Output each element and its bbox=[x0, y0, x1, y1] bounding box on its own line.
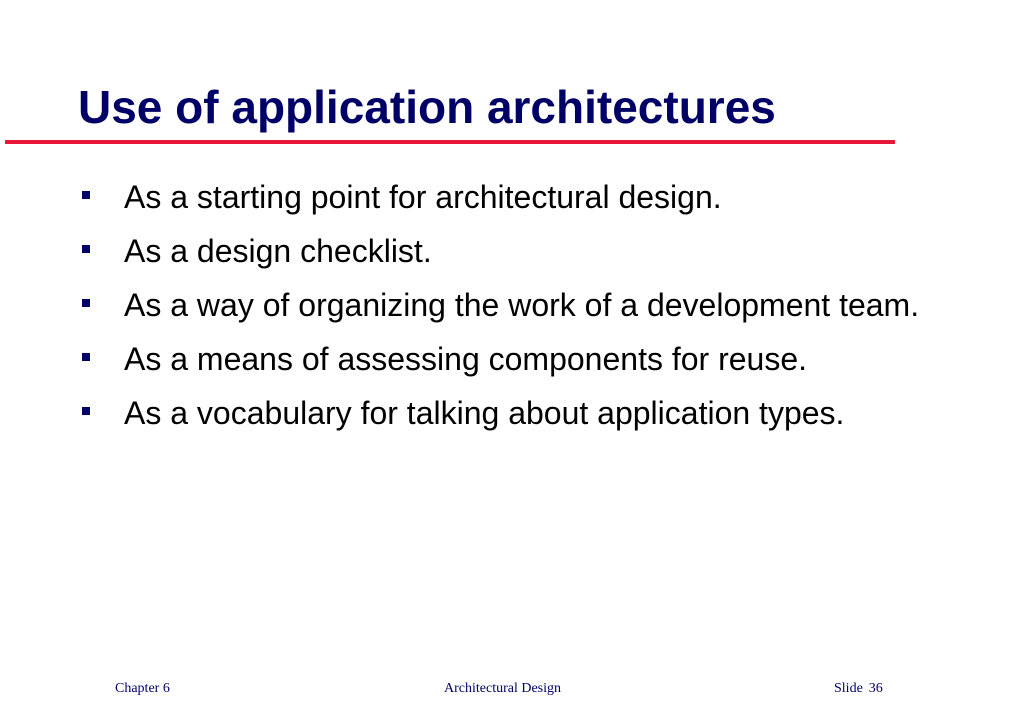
footer-topic: Architectural Design bbox=[444, 681, 562, 696]
bullet-text: As a way of organizing the work of a development team. bbox=[124, 287, 920, 323]
slide-number: 36 bbox=[868, 681, 883, 696]
square-bullet-icon bbox=[82, 245, 90, 253]
bullet-item bbox=[78, 176, 938, 218]
bullet-text: As a design checklist. bbox=[124, 233, 432, 269]
bullet-text: As a vocabulary for talking about application types. bbox=[124, 395, 845, 431]
bullet-text: As a means of assessing components for reuse. bbox=[124, 341, 808, 377]
bullet-item bbox=[78, 392, 938, 434]
square-bullet-icon bbox=[82, 299, 90, 307]
bullet-list bbox=[78, 176, 938, 446]
bullet-item bbox=[78, 284, 938, 326]
slide-label: Slide bbox=[834, 681, 863, 696]
footer-chapter: Chapter 6 bbox=[115, 681, 170, 696]
footer-slide-number bbox=[834, 680, 883, 698]
square-bullet-icon bbox=[82, 191, 90, 199]
slide-title: Use of application architectures bbox=[78, 81, 776, 133]
title-underline bbox=[5, 140, 895, 144]
bullet-item bbox=[78, 230, 938, 272]
square-bullet-icon bbox=[82, 407, 90, 415]
square-bullet-icon bbox=[82, 353, 90, 361]
bullet-item bbox=[78, 338, 938, 380]
bullet-text: As a starting point for architectural design. bbox=[124, 179, 722, 215]
